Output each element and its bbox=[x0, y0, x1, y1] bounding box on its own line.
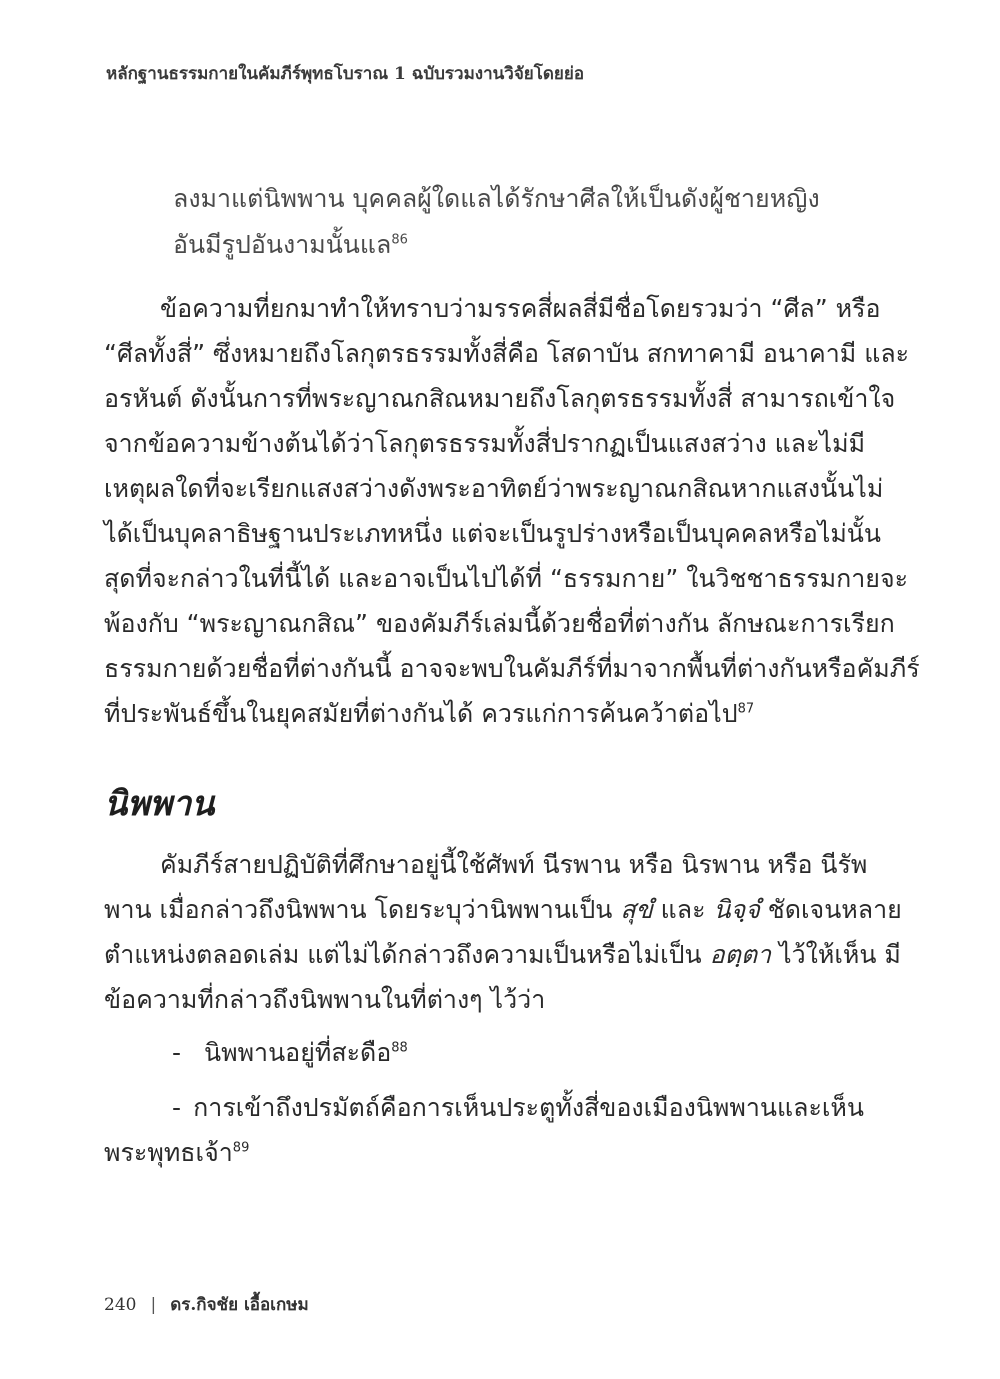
list-item-label: การเข้าถึงปรมัตถ์คือการเห็นประตูทั้งสี่ของเมืองนิพพานและเห็น bbox=[193, 1093, 864, 1122]
bullet-dash: - bbox=[172, 1038, 182, 1067]
author-name: ดร.กิจชัย เอื้อเกษม bbox=[170, 1295, 309, 1315]
text-run: และ bbox=[652, 895, 714, 924]
page-footer bbox=[104, 1293, 309, 1317]
paragraph-line-last: ข้อความที่กล่าวถึงนิพพานในที่ต่างๆ ไว้ว่า bbox=[104, 985, 546, 1014]
paragraph-line: คัมภีร์สายปฏิบัติที่ศึกษาอยู่นี้ใช้ศัพท์ นีรพาน หรือ นิรพาน หรือ นีรัพ bbox=[160, 850, 868, 879]
paragraph-line: ได้เป็นบุคลาธิษฐานประเภทหนึ่ง แต่จะเป็นรูปร่างหรือเป็นบุคคลหรือไม่นั้น bbox=[104, 519, 881, 548]
text-run: ชัดเจนหลาย bbox=[759, 895, 902, 924]
page-number: 240 bbox=[104, 1295, 137, 1315]
list-item bbox=[104, 1030, 864, 1075]
footnote-ref-86: 86 bbox=[391, 232, 408, 248]
paragraph-line: “ศีลทั้งสี่” ซึ่งหมายถึงโลกุตรธรรมทั้งสี่คือ โสดาบัน สกทาคามี อนาคามี และ bbox=[104, 339, 910, 368]
text-run: ไว้ให้เห็น มี bbox=[771, 940, 901, 969]
paragraph-line bbox=[104, 932, 901, 977]
paragraph-line: พ้องกับ “พระญาณกสิณ” ของคัมภีร์เล่มนี้ด้วยชื่อที่ต่างกัน ลักษณะการเรียก bbox=[104, 609, 895, 638]
footnote-ref-87: 87 bbox=[737, 701, 755, 717]
paragraph-line: จากข้อความข้างต้นได้ว่าโลกุตรธรรมทั้งสี่ปรากฏเป็นแสงสว่าง และไม่มี bbox=[104, 429, 866, 458]
pali-term-sukham: สุขํ bbox=[620, 895, 653, 924]
paragraph-line: อรหันต์ ดังนั้นการที่พระญาณกสิณหมายถึงโลกุตรธรรมทั้งสี่ สามารถเข้าใจ bbox=[104, 384, 896, 413]
block-quote bbox=[173, 176, 873, 268]
list-item-continuation bbox=[104, 1130, 864, 1175]
paragraph-line: เหตุผลใดที่จะเรียกแสงสว่างดังพระอาทิตย์ว่าพระญาณกสิณหากแสงนั้นไม่ bbox=[104, 474, 884, 503]
paragraph-lokuttara bbox=[104, 286, 920, 736]
quote-line-2 bbox=[173, 222, 873, 268]
paragraph-line-text: ที่ประพันธ์ขึ้นในยุคสมัยที่ต่างกันได้ ควรแก่การค้นคว้าต่อไป bbox=[104, 699, 738, 728]
footer-separator: | bbox=[150, 1295, 157, 1315]
paragraph-line bbox=[104, 887, 902, 932]
quote-line-2-text: อันมีรูปอันงามนั้นแล bbox=[173, 230, 392, 259]
paragraph-nibbana bbox=[104, 842, 902, 1022]
list-item-first-line bbox=[104, 1085, 864, 1130]
paragraph-line: ธรรมกายด้วยชื่อที่ต่างกันนี้ อาจจะพบในคัมภีร์ที่มาจากพื้นที่ต่างกันหรือคัมภีร์ bbox=[104, 654, 920, 683]
text-run: ตำแหน่งตลอดเล่ม แต่ไม่ได้กล่าวถึงความเป็นหรือไม่เป็น bbox=[104, 940, 710, 969]
list-item bbox=[104, 1085, 864, 1175]
list-item-text bbox=[204, 1030, 408, 1075]
paragraph-line: สุดที่จะกล่าวในที่นี้ได้ และอาจเป็นไปได้ที่ “ธรรมกาย” ในวิชชาธรรมกายจะ bbox=[104, 564, 909, 593]
footnote-ref-89: 89 bbox=[232, 1140, 250, 1156]
paragraph-line: ข้อความที่ยกมาทำให้ทราบว่ามรรคสี่ผลสี่มีชื่อโดยรวมว่า “ศีล” หรือ bbox=[160, 294, 881, 323]
list-item-label: พระพุทธเจ้า bbox=[104, 1138, 233, 1167]
quote-line-1: ลงมาแต่นิพพาน บุคคลผู้ใดแลได้รักษาศีลให้เป็นดังผู้ชายหญิง bbox=[173, 184, 820, 213]
footnote-ref-88: 88 bbox=[391, 1040, 408, 1056]
pali-term-atta: อตฺตา bbox=[709, 940, 772, 969]
bullet-dash: - bbox=[172, 1093, 182, 1122]
bullet-list bbox=[104, 1030, 864, 1175]
section-heading-nibbana: นิพพาน bbox=[104, 784, 215, 824]
running-header: หลักฐานธรรมกายในคัมภีร์พุทธโบราณ 1 ฉบับรวมงานวิจัยโดยย่อ bbox=[106, 64, 585, 84]
list-item-label: นิพพานอยู่ที่สะดือ bbox=[204, 1038, 392, 1067]
paragraph-line-last bbox=[104, 691, 864, 736]
pali-term-niccam: นิจฺจํ bbox=[713, 895, 760, 924]
text-run: พาน เมื่อกล่าวถึงนิพพาน โดยระบุว่านิพพานเป็น bbox=[104, 895, 621, 924]
